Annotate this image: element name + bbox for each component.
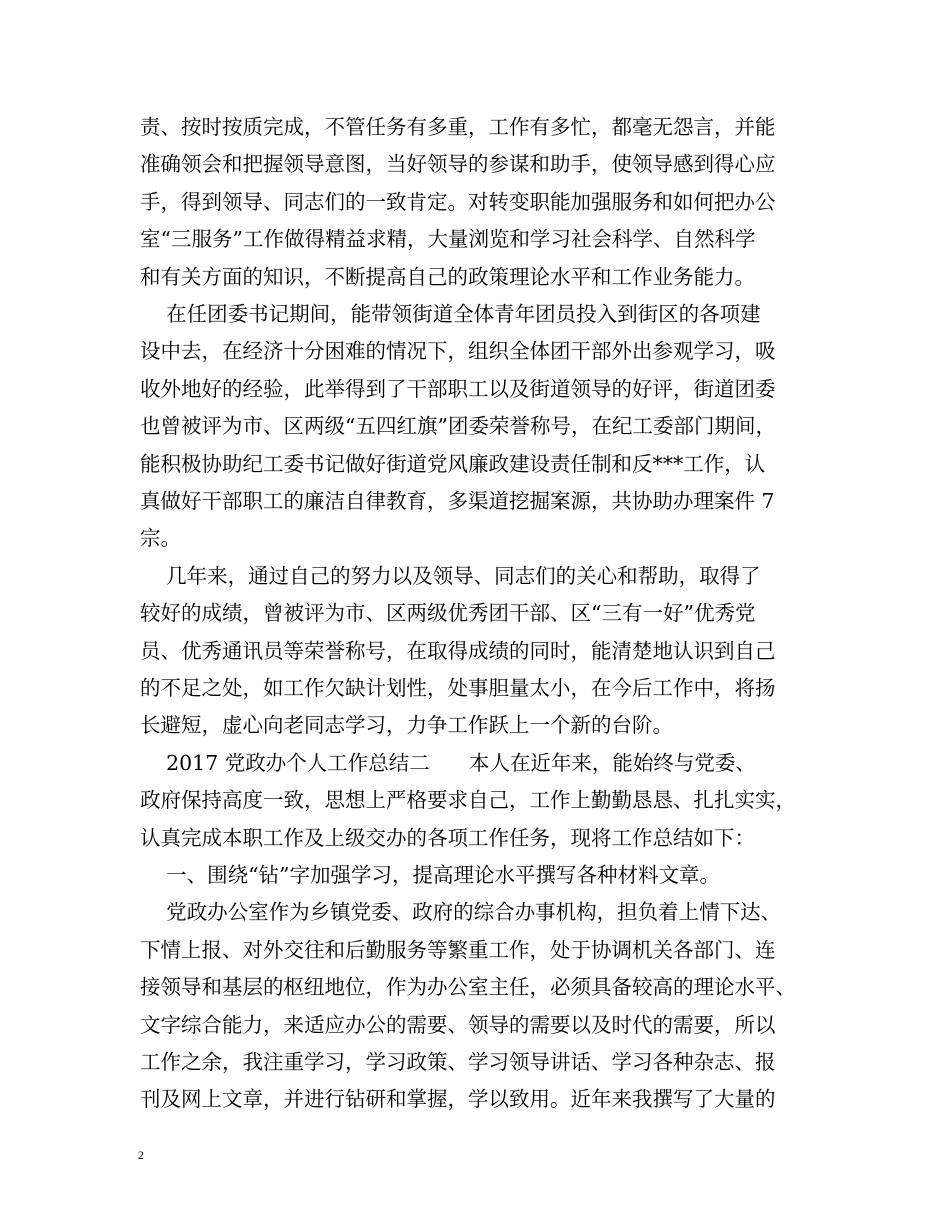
text-line: 员、优秀通讯员等荣誉称号，在取得成绩的同时，能清楚地认识到自己	[140, 638, 776, 663]
text-line: 真做好干部职工的廉洁自律教育，多渠道挖掘案源，共协助办理案件 7	[140, 489, 775, 513]
text-line: 手，得到领导、同志们的一致肯定。对转变职能加强服务和如何把办公	[140, 189, 776, 214]
text-line: 设中去，在经济十分困难的情况下，组织全体团干部外出参观学习，吸	[140, 339, 776, 364]
text-line: 能积极协助纪工委书记做好街道党风廉政建设责任制和反***工作，认	[140, 451, 766, 476]
text-line: 党政办公室作为乡镇党委、政府的综合办事机构，担负着上情下达、	[140, 900, 782, 925]
text-line: 在任团委书记期间，能带领街道全体青年团员投入到街区的各项建	[140, 302, 761, 326]
text-line: 工作之余，我注重学习，学习政策、学习领导讲话、学习各种杂志、报	[140, 1050, 776, 1074]
text-line: 也曾被评为市、区两级“五四红旗”团委荣誉称号，在纪工委部门期间，	[140, 414, 776, 439]
text-line: 收外地好的经验，此举得到了干部职工以及街道领导的好评，街道团委	[140, 376, 776, 401]
text-line: 准确领会和把握领导意图，当好领导的参谋和助手，使领导感到得心应	[140, 152, 776, 177]
text-line: 文字综合能力，来适应办公的需要、领导的需要以及时代的需要，所以	[140, 1012, 776, 1037]
text-line: 长避短，虚心向老同志学习，力争工作跃上一个新的台阶。	[140, 713, 673, 738]
text-line: 2017 党政办个人工作总结二 本人在近年来，能始终与党委、	[140, 750, 756, 775]
text-line: 政府保持高度一致，思想上严格要求自己，工作上勤勤恳恳、扎扎实实，	[140, 788, 796, 813]
text-line: 较好的成绩，曾被评为市、区两级优秀团干部、区“三有一好”优秀党	[140, 601, 756, 626]
text-line: 责、按时按质完成，不管任务有多重，工作有多忙，都毫无怨言，并能	[140, 115, 776, 139]
text-line: 宗。	[140, 526, 181, 551]
text-line: 下情上报、对外交往和后勤服务等繁重工作，处于协调机关各部门、连	[140, 937, 776, 962]
page-number: 2	[138, 1148, 144, 1162]
text-line: 接领导和基层的枢纽地位，作为办公室主任，必须具备较高的理论水平、	[140, 975, 796, 1000]
text-line: 几年来，通过自己的努力以及领导、同志们的关心和帮助，取得了	[140, 563, 761, 588]
text-line: 一、围绕“钻”字加强学习，提高理论水平撰写各种材料文章。	[140, 863, 721, 887]
text-line: 室“三服务”工作做得精益求精，大量浏览和学习社会科学、自然科学	[140, 227, 756, 252]
text-line: 刊及网上文章，并进行钻研和掌握，学以致用。近年来我撰写了大量的	[140, 1087, 776, 1112]
text-line: 认真完成本职工作及上级交办的各项工作任务，现将工作总结如下：	[140, 825, 755, 850]
text-line: 和有关方面的知识，不断提高自己的政策理论水平和工作业务能力。	[140, 264, 755, 289]
text-line: 的不足之处，如工作欠缺计划性，处事胆量太小，在今后工作中，将扬	[140, 676, 776, 700]
